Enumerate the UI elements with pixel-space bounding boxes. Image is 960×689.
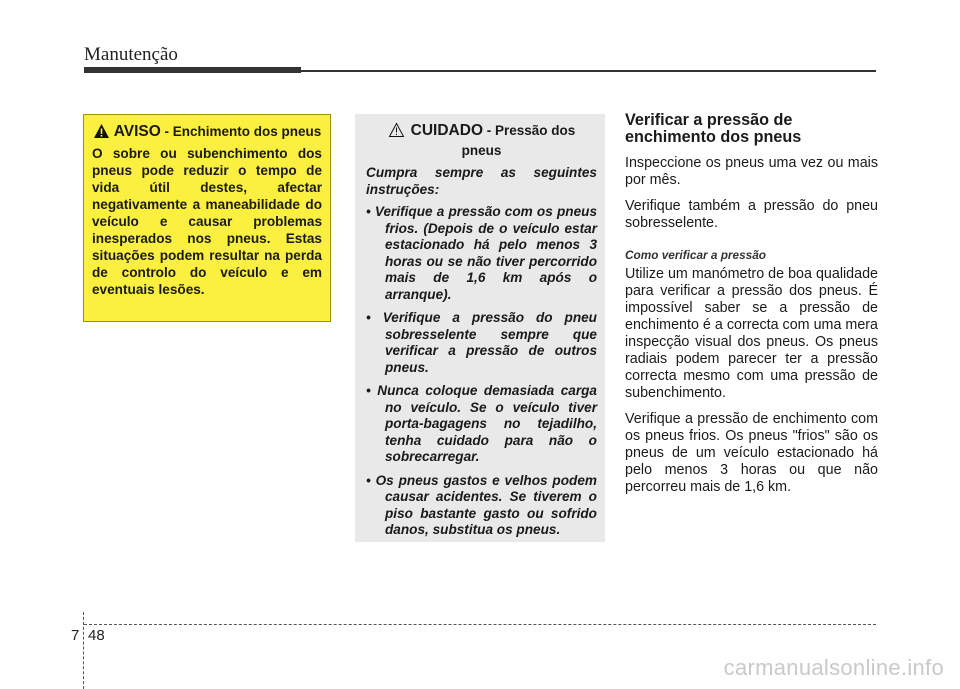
- caution-triangle-icon: [388, 122, 405, 142]
- paragraph-inspect: Inspeccione os pneus uma vez ou mais por mês.: [625, 155, 878, 188]
- caution-intro: Cumpra sempre as seguintes instruções:: [366, 165, 597, 197]
- caution-item: • Nunca coloque demasiada carga no veículo. Se o veículo tiver porta-bagagens no tejadilho, tenha cuidado para não o sobrecarregar.: [366, 383, 597, 464]
- warning-box: [83, 114, 331, 322]
- footer-divider: [83, 612, 84, 689]
- caution-box: [355, 114, 605, 542]
- caution-title: Pressão dos pneus: [461, 123, 576, 158]
- caution-item: • Verifique a pressão do pneu sobresselente sempre que verificar a pressão de outros pneus.: [366, 310, 597, 375]
- footer-rule: [84, 624, 876, 625]
- chapter-number: 7: [71, 627, 80, 644]
- caution-list: [366, 204, 597, 539]
- header-bar-thick: [84, 67, 301, 73]
- section-title: Manutenção: [84, 44, 178, 65]
- paragraph-spare: Verifique também a pressão do pneu sobresselente.: [625, 198, 878, 231]
- paragraph-gauge: Utilize um manómetro de boa qualidade para verificar a pressão dos pneus. É impossível saber se a pressão de enchimento é a correcta com uma mera inspecção visual dos pneus. Os pneus radiais podem parecer ter a pressão correcta mesmo com uma pressão de subenchimento.: [625, 266, 878, 401]
- main-heading: Verificar a pressão de enchimento dos pneus: [625, 111, 802, 146]
- caution-item: • Os pneus gastos e velhos podem causar acidentes. Se tiverem o piso bastante gasto ou sofrido danos, substitua os pneus.: [366, 472, 597, 537]
- warning-title: Enchimento dos pneus: [172, 124, 322, 139]
- caution-label: CUIDADO: [410, 122, 484, 139]
- caution-item: • Verifique a pressão com os pneus frios. (Depois de o veículo estar estacionado há pelo menos 3 horas ou se não tiver percorrido mais de 1,6 km após o arranque).: [366, 204, 597, 302]
- watermark: carmanualsonline.info: [723, 655, 944, 680]
- subheading-how-to-check: Como verificar a pressão: [625, 248, 766, 262]
- warning-header: [92, 123, 322, 143]
- caution-separator: -: [483, 123, 496, 138]
- warning-triangle-icon: [93, 123, 110, 143]
- warning-body: O sobre ou subenchimento dos pneus pode reduzir o tempo de vida útil destes, afectar negativamente a maneabilidade do veículo e causar problemas inesperados nos pneus. Estas situações podem resultar na perda de controlo do veículo e em eventuais lesões.: [92, 146, 322, 297]
- paragraph-cold-tyres: Verifique a pressão de enchimento com os pneus frios. Os pneus "frios" são os pneus de um veículo estacionado há pelo menos 3 horas ou que não percorreu mais de 1,6 km.: [625, 411, 878, 495]
- warning-separator: -: [160, 124, 173, 139]
- main-content: [625, 112, 878, 496]
- caution-header: [366, 122, 597, 159]
- header-bar-thin: [300, 70, 876, 72]
- page-number: 48: [88, 627, 105, 644]
- warning-label: AVISO: [113, 123, 161, 140]
